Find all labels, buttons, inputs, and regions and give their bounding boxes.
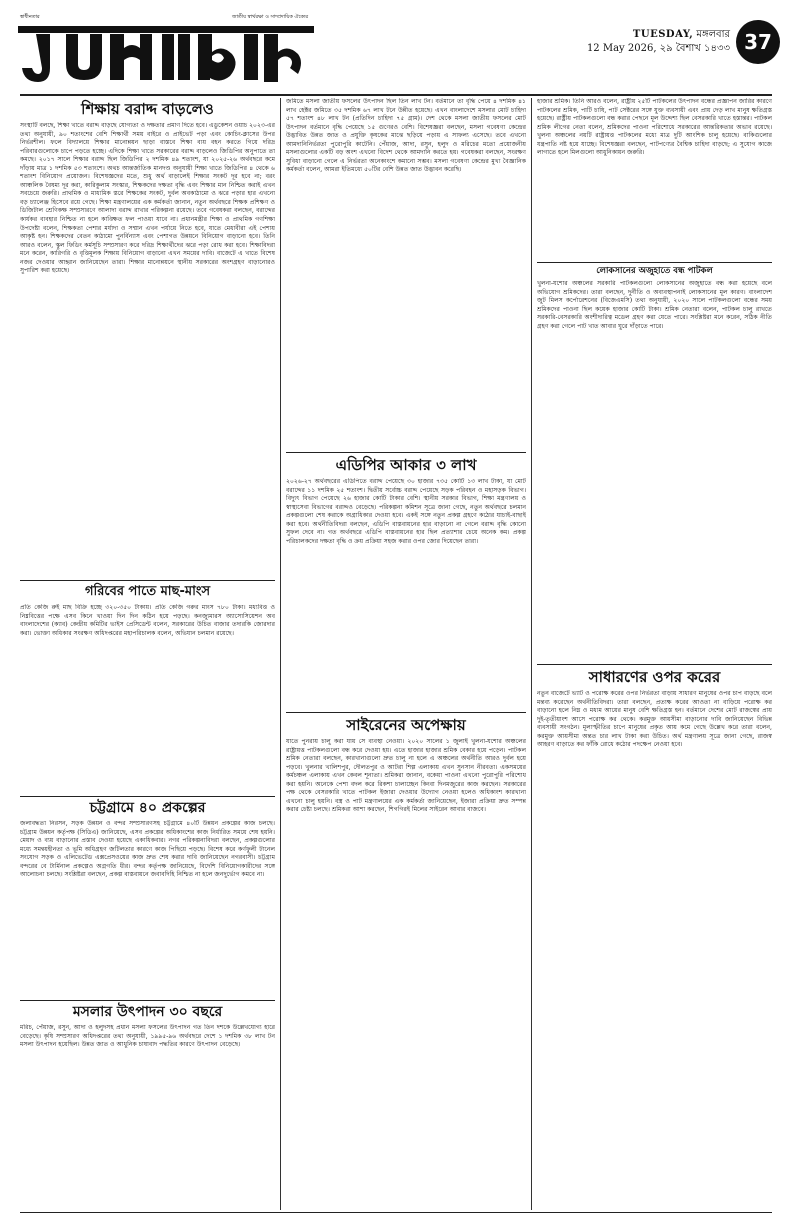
headline-siren: সাইরেনের অপেক্ষায়	[346, 716, 466, 734]
divider	[20, 1000, 275, 1001]
masthead-tagline-right: জাতীয় স্বার্থরক্ষা ও সাম্প্রদায়িক ঐক্যের	[232, 14, 309, 20]
date-line: 12 May 2026, ২৯ বৈশাখ ১৪৩৩	[586, 43, 730, 54]
page-bottom-rule	[20, 1212, 772, 1213]
article-fish-body: প্রতি কেজি রুই মাছ বিক্রি হচ্ছে ৩২০-৩৫০ টাকায়। প্রতি কেজি গরুর মাংস ৭৮০ টাকা। মধ্যবিত্ত ও নিম্নবিত্তের পক্ষে এসব কিনে খাওয়া দিন দিন কঠিন হয়ে পড়ছে। কনজ্যুমারস অ্যাসোসিয়েশন অব বাংলাদেশের (ক্যাব) কেন্দ্রীয় কমিটির ভাইস প্রেসিডেন্ট বলেন, সরকারের উচিত বাজার তদারকি জোরদার করা। ভোক্তা অধিকার সংরক্ষণ অধিদপ্তরের মহাপরিচালক বলেন, অভিযান চলমান রয়েছে।	[20, 604, 275, 637]
newspaper-logo	[18, 22, 318, 88]
article-spice-continued: জমিতে মসলা জাতীয় ফসলের উৎপাদন ছিল তিন লাখ টন। বর্তমানে তা বৃদ্ধি পেয়ে ৪ দশমিক ৪১ লাখ হেক্টর জমিতে ৩৫ দশমিক ৬৭ লাখ টনে উন্নীত হয়েছে। এখন বাংলাদেশে মসলার মোট চাহিদা ৫৭ শতাংশ ৪৮ লাখ টন (প্রতিদিন চাহিদা ৭৫ গ্রাম)। দেশ থেকে মসলা জাতীয় ফসলের মোট উৎপাদন বর্তমানে বৃদ্ধি পেয়েছে ১৫ গুণেরও বেশি। বিশেষজ্ঞরা বলছেন, মসলা গবেষণা কেন্দ্রের উদ্ভাবিত উন্নত জাত ও প্রযুক্তি কৃষকের মাঝে ছড়িয়ে পড়ায় এ সাফল্য এসেছে। তবে এখনো আমদানিনির্ভরতা পুরোপুরি কাটেনি। পেঁয়াজ, আদা, রসুন, হলুদ ও মরিচের মতো প্রয়োজনীয় মসলাগুলোর একটি বড় অংশ এখনো বিদেশ থেকে আমদানি করতে হয়। গবেষকরা বলছেন, সংরক্ষণ সুবিধা বাড়ানো গেলে এ নির্ভরতা অনেকাংশে কমানো সম্ভব। মসলা গবেষণা কেন্দ্রের মুখ্য বৈজ্ঞানিক কর্মকর্তা বলেন, আমরা ইতিমধ্যে ৫০টির বেশি উন্নত জাত উদ্ভাবন করেছি।	[286, 98, 526, 174]
column-rule	[280, 98, 281, 1210]
masthead-rule	[20, 94, 772, 96]
day-english: TUESDAY,	[632, 29, 694, 40]
article-adp-body: ২০২৬-২৭ অর্থবছরের এডিপিতে বরাদ্দ পেয়েছে ৩০ হাজার ৭৩৫ কোটি ১৩ লাখ টাকা, যা মোট বরাদ্দের ১১ দশমিক ২৫ শতাংশ। দ্বিতীয় সর্বোচ্চ বরাদ্দ পেয়েছে সড়ক পরিবহন ও মহাসড়ক বিভাগ। বিদ্যুৎ বিভাগ পেয়েছে ২৬ হাজার কোটি টাকার বেশি। স্থানীয় সরকার বিভাগ, শিক্ষা মন্ত্রণালয় ও স্বাস্থ্যসেবা বিভাগের বরাদ্দও বেড়েছে। পরিকল্পনা কমিশন সূত্রে জানা গেছে, নতুন অর্থবছরে চলমান প্রকল্পগুলো শেষ করাকে অগ্রাধিকার দেওয়া হবে। একই সঙ্গে নতুন প্রকল্প গ্রহণে কঠোর যাচাই-বাছাই করা হবে। অর্থনীতিবিদরা বলছেন, এডিপি বাস্তবায়নের হার বাড়ানো না গেলে বরাদ্দ বৃদ্ধি কোনো সুফল দেবে না। গত অর্থবছরে এডিপি বাস্তবায়নের হার ছিল প্রত্যাশার চেয়ে অনেক কম। প্রকল্প পরিচালকদের দক্ষতা বৃদ্ধি ও ক্রয় প্রক্রিয়া সহজ করার ওপর জোর দিয়েছেন তারা।	[286, 478, 526, 545]
divider	[537, 664, 772, 665]
issue-date	[560, 28, 730, 56]
masthead	[0, 0, 792, 96]
headline-fish: গরিবের পাতে মাছ-মাংস	[84, 584, 211, 599]
masthead-tagline-left: স্বাধীনতার	[20, 14, 40, 20]
article-education-body: সংস্থাটি বলছে, শিক্ষা খাতে বরাদ্দ বাড়ছে যোগ্যতা ও দক্ষতার প্রমাণ দিতে হবে। এডুকেশন ওয়াচ ২০২৩-এর তথ্য অনুযায়ী, ৯০ শতাংশের বেশি শিক্ষার্থী সময় বাইরে ও প্রাইভেট পড়া এবং কোচিং-ক্লাসের উপর নির্ভরশীল। ফলে বিদ্যালয়ে শিক্ষার মানোন্নয়ন ছাড়া বাস্তবে শিক্ষা ব্যয় বহন করতে গিয়ে দরিদ্র পরিবারগুলোকে চাপে পড়তে হচ্ছে। এদিকে শিক্ষা খাতে সরকারের বরাদ্দ বাড়লেও জিডিপির অনুপাতে তা কমছে। ২০১৭ সালে শিক্ষার বরাদ্দ ছিল জিডিপির ২ দশমিক ৪৯ শতাংশ, যা ২০২৫-২৬ অর্থবছরে কমে দাঁড়ায় মাত্র ১ দশমিক ৫৩ শতাংশে। অথচ আন্তর্জাতিক মানদণ্ড অনুযায়ী শিক্ষা খাতে জিডিপির ৪ থেকে ৬ শতাংশ বিনিয়োগ প্রয়োজন। বিশেষজ্ঞদের মতে, শুধু অর্থ বাড়ালেই শিক্ষার সংকট দূর হবে না; বরং আঞ্চলিক বৈষম্য দূর করা, কারিকুলাম সংস্কার, শিক্ষকদের দক্ষতা বৃদ্ধি এবং শিক্ষার মান নিশ্চিত করাই এখন সবচেয়ে জরুরি। প্রাথমিক ও মাধ্যমিক স্তরে শিক্ষকের সংকট, দুর্বল অবকাঠামো ও ঝরে পড়ার হার এখনো বড় চ্যালেঞ্জ হিসেবে রয়ে গেছে। শিক্ষা মন্ত্রণালয়ের এক কর্মকর্তা জানান, নতুন অর্থবছরে শিক্ষক প্রশিক্ষণ ও ডিজিটাল শ্রেণিকক্ষ সম্প্রসারণে আলাদা বরাদ্দ রাখার পরিকল্পনা রয়েছে। তবে গবেষকরা বলছেন, বরাদ্দের কার্যকর ব্যবহার নিশ্চিত না হলে কাঙ্ক্ষিত ফল পাওয়া যাবে না। প্রধানমন্ত্রীর শিক্ষা ও প্রাথমিক গণশিক্ষা উপদেষ্টা বলেন, শিক্ষকতা পেশার মর্যাদা ও সম্মান এখন পর্যায়ে নিতে হবে, যাতে মেধাবীরা এই পেশায় আকৃষ্ট হন। শিক্ষকদের বেতন কাঠামো পুনর্বিন্যাস এবং পেশাগত উন্নয়নে বিনিয়োগ বাড়ানো হবে। তিনি আরও বলেন, স্কুল ফিডিং কর্মসূচি সম্প্রসারণ করে দরিদ্র শিক্ষার্থীদের ঝরে পড়া রোধ করা হবে। শিক্ষাবিদরা মনে করেন, কারিগরি ও বৃত্তিমূলক শিক্ষায় বিনিয়োগ বাড়ানো এখন সময়ের দাবি। বাজেটে এ খাতে বিশেষ নজর দেওয়ার আহ্বান জানিয়েছেন তারা। শিক্ষার মানোন্নয়নে স্থানীয় সরকারের অংশগ্রহণ বাড়ানোরও সুপারিশ করা হয়েছে।	[20, 122, 275, 275]
divider	[537, 262, 772, 263]
headline-lokshan: লোকসানের অজুহাতে বন্ধ পাটকল	[596, 266, 713, 276]
divider	[286, 452, 526, 453]
headline-adp: এডিপির আকার ৩ লাখ	[335, 456, 477, 474]
headline-spice: মসলার উৎপাদন ৩০ বছরে	[72, 1004, 223, 1020]
divider	[286, 712, 526, 713]
divider	[20, 580, 275, 581]
article-jute-body: হাজার শ্রমিক। তিনি আরও বলেন, রাষ্ট্রীয় ২৫টি পাটকলের উৎপাদন বন্ধের প্রজ্ঞাপন জারির কারণে পাটকলের শ্রমিক, পাটি চাষি, পাট সেক্টরের সঙ্গে যুক্ত ব্যবসায়ী এবং প্রায় দেড় লাখ মানুষ ক্ষতিগ্রস্ত হয়েছে। রাষ্ট্রীয় পাটকলগুলো বন্ধ করার পেছনে মূল উদ্দেশ্য ছিল বেসরকারি খাতে হস্তান্তর। পাটকল শ্রমিক লীগের নেতা বলেন, শ্রমিকদের পাওনা পরিশোধে সরকারের আন্তরিকতার অভাব রয়েছে। খুলনা অঞ্চলের নয়টি রাষ্ট্রায়ত্ত পাটকলের মধ্যে মাত্র দুটি আংশিক চালু হয়েছে। বাকিগুলোর যন্ত্রপাতি নষ্ট হয়ে যাচ্ছে। বিশেষজ্ঞরা বলছেন, পাটপণ্যের বৈশ্বিক চাহিদা বাড়ছে; এ সুযোগ কাজে লাগাতে হলে মিলগুলো আধুনিকায়ন জরুরি।	[537, 98, 772, 157]
day-bangla: মঙ্গলবার	[696, 29, 730, 40]
article-ctg-body: জলাবদ্ধতা নিরসন, সড়ক উন্নয়ন ও বন্দর সম্প্রসারণসহ চট্টগ্রামে ৪০টি উন্নয়ন প্রকল্পের কাজ চলছে। চট্টগ্রাম উন্নয়ন কর্তৃপক্ষ (সিডিএ) জানিয়েছে, এসব প্রকল্পের অধিকাংশের কাজ নির্ধারিত সময়ে শেষ হয়নি। মেয়াদ ও ব্যয় বাড়ানোর প্রস্তাব দেওয়া হয়েছে একাধিকবার। নগর পরিকল্পনাবিদরা বলছেন, প্রকল্পগুলোর মধ্যে সমন্বয়হীনতা ও ভূমি অধিগ্রহণ জটিলতার কারণে কাজ পিছিয়ে পড়ছে। বিশেষ করে কর্ণফুলী টানেল সংযোগ সড়ক ও এলিভেটেড এক্সপ্রেসওয়ের কাজ দ্রুত শেষ করার দাবি জানিয়েছেন নগরবাসী। চট্টগ্রাম বন্দরের বে টার্মিনাল প্রকল্পেও অগ্রগতি ধীর। বন্দর কর্তৃপক্ষ জানিয়েছে, বিদেশি বিনিয়োগকারীদের সঙ্গে আলোচনা চলছে। সংশ্লিষ্টরা বলছেন, প্রকল্প বাস্তবায়নে জবাবদিহি নিশ্চিত না হলে জনদুর্ভোগ কমবে না।	[20, 820, 275, 879]
page-number-badge: 37	[736, 20, 780, 64]
headline-ctg: চট্টগ্রামে ৪০ প্রকল্পের	[89, 800, 206, 816]
headline-education: শিক্ষায় বরাদ্দ বাড়লেও	[81, 100, 214, 118]
article-siren-body: যাতে পুনরায় চালু করা যায় সে ব্যবস্থা নেওয়া। ২০২০ সালের ১ জুলাই খুলনা-যশোর অঞ্চলের রাষ্ট্রায়ত্ত পাটকলগুলো বন্ধ করে দেওয়া হয়। এতে হাজার হাজার শ্রমিক বেকার হয়ে পড়েন। পাটকল শ্রমিক নেতারা বলছেন, কারখানাগুলো দ্রুত চালু না হলে এ অঞ্চলের অর্থনীতি আরও দুর্বল হয়ে পড়বে। খুলনার খালিশপুর, দৌলতপুর ও আটরা শিল্প এলাকায় এখন সুনসান নীরবতা। একসময়ের কর্মচঞ্চল এলাকায় এখন কেবল শূন্যতা। শ্রমিকরা জানান, বকেয়া পাওনা এখনো পুরোপুরি পরিশোধ করা হয়নি। অনেকে পেশা বদল করে রিকশা চালাচ্ছেন কিংবা দিনমজুরের কাজ করছেন। সরকারের পক্ষ থেকে বেসরকারি খাতে পাটকল ইজারা দেওয়ার উদ্যোগ নেওয়া হলেও অধিকাংশ কারখানা এখনো চালু হয়নি। বস্ত্র ও পাট মন্ত্রণালয়ের এক কর্মকর্তা জানিয়েছেন, ইজারা প্রক্রিয়া দ্রুত সম্পন্ন করার চেষ্টা চলছে। শ্রমিকরা আশা করছেন, শিগগিরই মিলের সাইরেন আবার বাজবে।	[286, 738, 526, 814]
column-rule	[531, 98, 532, 1210]
article-lokshan-body: খুলনা-যশোর অঞ্চলের সরকারি পাটকলগুলো লোকসানের অজুহাতে বন্ধ করা হয়েছে বলে অভিযোগ শ্রমিকদের। তারা বলছেন, দুর্নীতি ও অব্যবস্থাপনাই লোকসানের মূল কারণ। বাংলাদেশ জুট মিলস কর্পোরেশনের (বিজেএমসি) তথ্য অনুযায়ী, ২০২০ সালে পাটকলগুলো বন্ধের সময় শ্রমিকদের পাওনা ছিল কয়েক হাজার কোটি টাকা। শ্রমিক নেতারা বলেন, পাটকল চালু রাখতে সরকারি-বেসরকারি অংশীদারিত্ব মডেল গ্রহণ করা যেতে পারে। সংশ্লিষ্টরা মনে করেন, সঠিক নীতি গ্রহণ করা গেলে পাট খাত আবার ঘুরে দাঁড়াতে পারে।	[537, 280, 772, 330]
article-tax-body: নতুন বাজেটে ভ্যাট ও পরোক্ষ করের ওপর নির্ভরতা বাড়ায় সাধারণ মানুষের ওপর চাপ বাড়ছে বলে মন্তব্য করেছেন অর্থনীতিবিদরা। তারা বলছেন, প্রত্যক্ষ করের আওতা না বাড়িয়ে পরোক্ষ কর বাড়ানো হলে নিম্ন ও মধ্যম আয়ের মানুষ বেশি ক্ষতিগ্রস্ত হন। বর্তমানে দেশের মোট রাজস্বের প্রায় দুই-তৃতীয়াংশ আসে পরোক্ষ কর থেকে। করমুক্ত আয়সীমা বাড়ানোর দাবি জানিয়েছেন বিভিন্ন ব্যবসায়ী সংগঠন। মূল্যস্ফীতির চাপে মানুষের প্রকৃত আয় কমে গেছে উল্লেখ করে তারা বলেন, করমুক্ত আয়সীমা অন্তত চার লাখ টাকা করা উচিত। অর্থ মন্ত্রণালয় সূত্রে জানা গেছে, রাজস্ব আহরণ বাড়াতে কর ফাঁকি রোধে কঠোর পদক্ষেপ নেওয়া হবে।	[537, 690, 772, 749]
divider	[20, 796, 275, 797]
headline-tax: সাধারণের ওপর করের	[588, 668, 721, 686]
article-spice-body: মরিচ, পেঁয়াজ, রসুন, আদা ও হলুদসহ প্রধান মসলা ফসলের উৎপাদন গত তিন দশকে উল্লেখযোগ্য হারে বেড়েছে। কৃষি সম্প্রসারণ অধিদপ্তরের তথ্য অনুযায়ী, ১৯৯৫-৯৬ অর্থবছরে দেশে ১ দশমিক ৩৮ লাখ টন মসলা উৎপাদন হয়েছিল। উন্নত জাত ও আধুনিক চাষাবাদ পদ্ধতির কারণে উৎপাদন বেড়েছে।	[20, 1024, 275, 1049]
